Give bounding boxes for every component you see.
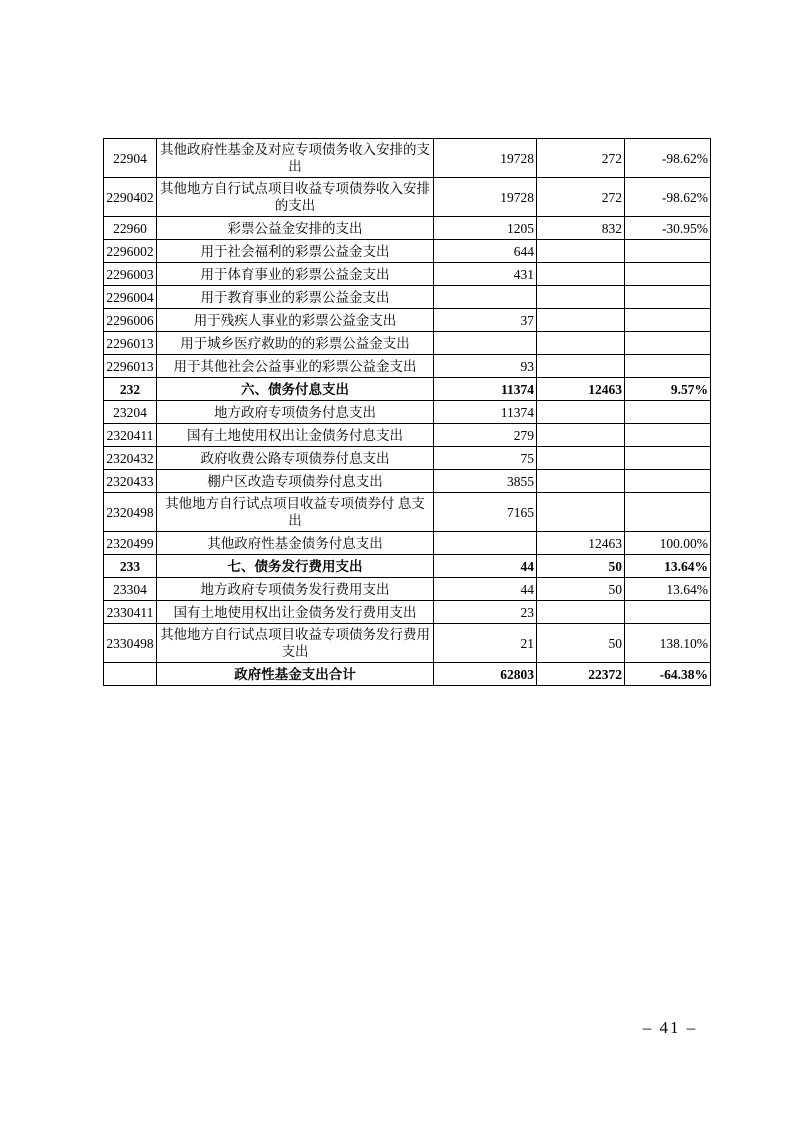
value2-cell [537,601,625,624]
value2-cell: 12463 [537,378,625,401]
percent-cell: 138.10% [625,624,711,663]
value1-cell: 75 [434,447,537,470]
percent-cell [625,332,711,355]
table-row [104,578,711,601]
value1-cell [434,332,537,355]
code-cell: 2320411 [104,424,157,447]
code-cell: 23304 [104,578,157,601]
percent-cell [625,424,711,447]
value1-cell: 62803 [434,663,537,686]
percent-cell: -30.95% [625,217,711,240]
table-body [104,139,711,686]
code-cell: 2320433 [104,470,157,493]
value1-cell [434,286,537,309]
value2-cell [537,286,625,309]
code-cell [104,663,157,686]
description-cell: 其他地方自行试点项目收益专项债券收入安排的支出 [157,178,434,217]
code-cell: 2296013 [104,332,157,355]
table-row [104,139,711,178]
description-cell: 政府性基金支出合计 [157,663,434,686]
value2-cell: 12463 [537,532,625,555]
value2-cell [537,355,625,378]
table-row [104,424,711,447]
value2-cell: 832 [537,217,625,240]
table-row [104,401,711,424]
value1-cell: 44 [434,578,537,601]
percent-cell [625,401,711,424]
table-row [104,470,711,493]
table-row [104,447,711,470]
description-cell: 其他地方自行试点项目收益专项债券付 息支出 [157,493,434,532]
percent-cell [625,263,711,286]
value1-cell [434,532,537,555]
description-cell: 用于残疾人事业的彩票公益金支出 [157,309,434,332]
value1-cell: 1205 [434,217,537,240]
value1-cell: 644 [434,240,537,263]
value1-cell: 7165 [434,493,537,532]
value1-cell: 93 [434,355,537,378]
code-cell: 2330411 [104,601,157,624]
code-cell: 2296003 [104,263,157,286]
value1-cell: 279 [434,424,537,447]
percent-cell: 13.64% [625,578,711,601]
table-row [104,355,711,378]
code-cell: 233 [104,555,157,578]
value1-cell: 3855 [434,470,537,493]
percent-cell: -98.62% [625,139,711,178]
description-cell: 国有土地使用权出让金债务发行费用支出 [157,601,434,624]
value2-cell [537,332,625,355]
value2-cell [537,493,625,532]
percent-cell: 100.00% [625,532,711,555]
value2-cell: 272 [537,139,625,178]
description-cell: 棚户区改造专项债券付息支出 [157,470,434,493]
percent-cell [625,240,711,263]
description-cell: 用于体育事业的彩票公益金支出 [157,263,434,286]
value1-cell: 44 [434,555,537,578]
description-cell: 六、债务付息支出 [157,378,434,401]
value2-cell: 272 [537,178,625,217]
value2-cell: 50 [537,578,625,601]
percent-cell [625,601,711,624]
value1-cell: 19728 [434,139,537,178]
code-cell: 2296006 [104,309,157,332]
code-cell: 2320432 [104,447,157,470]
code-cell: 2296002 [104,240,157,263]
code-cell: 2296004 [104,286,157,309]
value1-cell: 37 [434,309,537,332]
code-cell: 23204 [104,401,157,424]
description-cell: 用于城乡医疗救助的的彩票公益金支出 [157,332,434,355]
percent-cell [625,447,711,470]
table-row [104,263,711,286]
description-cell: 其他政府性基金及对应专项债务收入安排的支出 [157,139,434,178]
value2-cell [537,309,625,332]
description-cell: 彩票公益金安排的支出 [157,217,434,240]
table-row [104,663,711,686]
page-number: – 41 – [642,1018,698,1037]
code-cell: 2330498 [104,624,157,663]
code-cell: 2290402 [104,178,157,217]
description-cell: 国有土地使用权出让金债务付息支出 [157,424,434,447]
value2-cell [537,263,625,286]
table-row [104,240,711,263]
description-cell: 地方政府专项债务付息支出 [157,401,434,424]
value2-cell: 50 [537,624,625,663]
table-row [104,601,711,624]
table-row [104,493,711,532]
value1-cell: 23 [434,601,537,624]
description-cell: 七、债务发行费用支出 [157,555,434,578]
table-row [104,532,711,555]
table-row [104,332,711,355]
percent-cell [625,355,711,378]
code-cell: 2296013 [104,355,157,378]
value1-cell: 21 [434,624,537,663]
percent-cell [625,493,711,532]
value2-cell [537,447,625,470]
value1-cell: 11374 [434,401,537,424]
code-cell: 2320499 [104,532,157,555]
value2-cell: 50 [537,555,625,578]
percent-cell: 13.64% [625,555,711,578]
budget-table [103,138,711,686]
value2-cell [537,401,625,424]
table-row [104,624,711,663]
description-cell: 用于其他社会公益事业的彩票公益金支出 [157,355,434,378]
table-row [104,309,711,332]
value2-cell: 22372 [537,663,625,686]
description-cell: 地方政府专项债务发行费用支出 [157,578,434,601]
description-cell: 用于社会福利的彩票公益金支出 [157,240,434,263]
value1-cell: 11374 [434,378,537,401]
description-cell: 政府收费公路专项债券付息支出 [157,447,434,470]
table-row [104,555,711,578]
percent-cell: -98.62% [625,178,711,217]
table-row [104,178,711,217]
code-cell: 22904 [104,139,157,178]
value1-cell: 431 [434,263,537,286]
value2-cell [537,240,625,263]
description-cell: 其他地方自行试点项目收益专项债务发行费用支出 [157,624,434,663]
description-cell: 其他政府性基金债务付息支出 [157,532,434,555]
percent-cell: -64.38% [625,663,711,686]
percent-cell [625,470,711,493]
table-row [104,286,711,309]
percent-cell [625,286,711,309]
table-row [104,217,711,240]
value1-cell: 19728 [434,178,537,217]
percent-cell [625,309,711,332]
code-cell: 232 [104,378,157,401]
code-cell: 2320498 [104,493,157,532]
table-row [104,378,711,401]
value2-cell [537,470,625,493]
percent-cell: 9.57% [625,378,711,401]
code-cell: 22960 [104,217,157,240]
description-cell: 用于教育事业的彩票公益金支出 [157,286,434,309]
value2-cell [537,424,625,447]
